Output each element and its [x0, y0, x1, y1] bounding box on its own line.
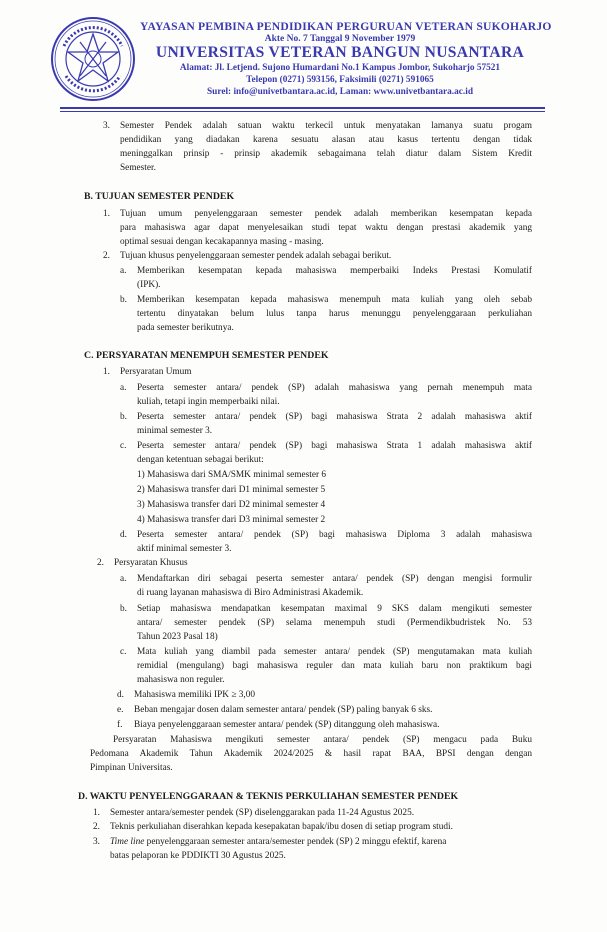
- section-heading-c: C. PERSYARATAN MENEMPUH SEMESTER PENDEK: [84, 350, 329, 361]
- paragraph-line: Semester.: [120, 163, 156, 173]
- subheading: Persyaratan Umum: [120, 367, 192, 377]
- paragraph-line: kuliah, tetapi ingin memperbaiki nilai.: [137, 397, 280, 407]
- paragraph-line: di ruang layanan mahasiswa di Biro Administrasi Akademik.: [137, 588, 364, 598]
- letterhead: [140, 20, 552, 98]
- list-number: 1.: [103, 367, 110, 377]
- list-number: 3.: [93, 837, 100, 847]
- letterhead-rule-thin: [60, 111, 545, 112]
- list-letter: c.: [120, 647, 127, 657]
- list-number: 1.: [103, 209, 110, 219]
- subheading: Persyaratan Khusus: [114, 558, 188, 568]
- list-letter: a.: [120, 266, 127, 276]
- list-letter: a.: [120, 383, 127, 393]
- paragraph-line: Pedomana Akademik Tahun Akademik 2024/2025 & hasil rapat BAA, BPSI dengan dengan: [90, 749, 532, 759]
- paragraph-line: (IPK).: [137, 280, 161, 290]
- list-item: 1) Mahasiswa dari SMA/SMK minimal semester 6: [137, 470, 327, 480]
- list-letter: b.: [120, 412, 127, 422]
- list-number: 1.: [93, 808, 100, 818]
- paragraph-line: remidial (mengulang) bagi mahasiswa reguler dan mata kuliah baru non praktikum bagi: [137, 661, 532, 671]
- paragraph-line: Tujuan umum penyelenggaraan semester pendek adalah memberikan kesempatan kepada: [120, 209, 532, 219]
- contact-line: Surel: info@univetbantara.ac.id, Laman: www.univetbantara.ac.id: [207, 87, 473, 97]
- paragraph-line: Peserta semester antara/ pendek (SP) bagi mahasiswa Strata 2 adalah mahasiswa aktif: [137, 412, 532, 422]
- university-name: UNIVERSITAS VETERAN BANGUN NUSANTARA: [155, 44, 525, 61]
- paragraph-line: Peserta semester antara/ pendek (SP) bagi mahasiswa Strata 1 adalah mahasiswa aktif: [137, 441, 532, 451]
- paragraph-line: minimal semester 3.: [137, 426, 213, 436]
- paragraph-line: optimal sesuai dengan kecakapannya masing - masing.: [120, 237, 324, 247]
- paragraph-line: Peserta semester antara/ pendek (SP) bagi mahasiswa Diploma 3 adalah mahasiswa: [137, 530, 532, 540]
- paragraph-text: penyelenggaraan semester antara/semester pendek (SP) 2 minggu efektif, karena: [144, 837, 447, 847]
- paragraph-line: Teknis perkuliahan diserahkan kepada kesepakatan bapak/ibu dosen di setiap program studi.: [110, 822, 453, 832]
- paragraph-line: Tujuan khusus penyelenggaraan semester pendek adalah sebagai berikut.: [120, 251, 392, 261]
- phone-line: Telepon (0271) 593156, Faksimili (0271) 591065: [246, 75, 434, 85]
- list-number: 2.: [93, 822, 100, 832]
- paragraph-line: Biaya penyelenggaraan semester antara/ pendek (SP) ditanggung oleh mahasiswa.: [134, 720, 440, 730]
- list-letter: d.: [117, 690, 124, 700]
- address-line: Alamat: Jl. Letjend. Sujono Humardani No.1 Kampus Jombor, Sukoharjo 57521: [179, 63, 501, 73]
- university-seal-logo: [50, 16, 136, 102]
- paragraph-line: meninggalkan prinsip - prinsip akademik sebagaimana telah diatur dalam Sistem Kredit: [120, 149, 532, 159]
- letterhead-rule: [60, 107, 545, 109]
- paragraph-line: mahasiswa non reguler.: [137, 675, 225, 685]
- list-item: 3) Mahasiswa transfer dari D2 minimal semester 4: [137, 500, 326, 510]
- list-letter: e.: [117, 705, 124, 715]
- italic-term: Time line: [110, 837, 145, 847]
- paragraph-line: Mata kuliah yang diambil pada semester antara/ pendek (SP) mengutamakan mata kuliah: [137, 647, 532, 657]
- paragraph-line: dengan ketentuan sebagai berikut:: [137, 455, 264, 465]
- paragraph-line: Setiap mahasiswa mendapatkan kesempatan maximal 9 SKS dalam mengikuti semester: [137, 604, 532, 614]
- paragraph-line: Pimpinan Universitas.: [90, 763, 173, 773]
- list-letter: c.: [120, 441, 127, 451]
- list-item: 2) Mahasiswa transfer dari D1 minimal semester 5: [137, 485, 326, 495]
- paragraph-line: Mendaftarkan diri sebagai peserta semester antara/ pendek (SP) dengan mengisi formulir: [137, 574, 532, 584]
- paragraph-line: Semester antara/semester pendek (SP) diselenggarakan pada 11-24 Agustus 2025.: [110, 808, 415, 818]
- paragraph-line: Tahun 2023 Pasal 18): [137, 632, 218, 642]
- paragraph-line: antara/ semester pendek (SP) selama menempuh studi (Permendikbudristek No. 53: [137, 618, 532, 628]
- paragraph-line: Persyaratan Mahasiswa mengikuti semester antara/ pendek (SP) mengacu pada Buku: [113, 735, 532, 745]
- paragraph-line: Peserta semester antara/ pendek (SP) adalah mahasiswa yang pernah menempuh mata: [137, 383, 532, 393]
- list-item: 4) Mahasiswa transfer dari D3 minimal semester 2: [137, 515, 326, 525]
- list-number: 2.: [103, 251, 110, 261]
- list-letter: b.: [120, 604, 127, 614]
- paragraph-line: pada semester berikutnya.: [137, 323, 234, 333]
- paragraph-line: Mahasiswa memiliki IPK ≥ 3,00: [134, 690, 256, 700]
- list-letter: a.: [120, 574, 127, 584]
- list-letter: d.: [120, 530, 127, 540]
- list-letter: b.: [120, 295, 127, 305]
- list-letter: f.: [117, 720, 123, 730]
- paragraph-line: aktif minimal semester 3.: [137, 544, 232, 554]
- section-heading-d: D. WAKTU PENYELENGGARAAN & TEKNIS PERKULIAHAN SEMESTER PENDEK: [78, 791, 459, 802]
- list-number: 3.: [103, 121, 110, 131]
- paragraph-line: Beban mengajar dosen dalam semester antara/ pendek (SP) paling banyak 6 sks.: [134, 705, 433, 715]
- paragraph-line: [110, 835, 446, 849]
- deed-line: Akte No. 7 Tanggal 9 November 1979: [264, 34, 416, 44]
- paragraph-line: Memberikan kesempatan kepada mahasiswa memperbaiki Indeks Prestasi Komulatif: [137, 266, 532, 276]
- section-heading-b: B. TUJUAN SEMESTER PENDEK: [84, 191, 235, 202]
- foundation-name: YAYASAN PEMBINA PENDIDIKAN PERGURUAN VETERAN SUKOHARJO: [140, 20, 552, 33]
- paragraph-line: para mahasiswa agar dapat menyelesaikan studi tepat waktu dengan prestasi akademik yang: [120, 223, 532, 233]
- paragraph-line: Semester Pendek adalah satuan waktu terkecil untuk menyatakan lamanya suatu progam: [120, 121, 532, 131]
- paragraph-line: batas pelaporan ke PDDIKTI 30 Agustus 2025.: [110, 851, 286, 861]
- list-number: 2.: [97, 558, 104, 568]
- paragraph-line: pendidikan yang diadakan karena sesuatu alasan atau kasus tertentu dengan tidak: [120, 135, 532, 145]
- paragraph-line: Memberikan kesempatan kepada mahasiswa menempuh mata kuliah yang oleh sebab: [137, 295, 532, 305]
- paragraph-line: tertentu dinyatakan belum lulus tanpa harus menunggu penyelenggaraan perkuliahan: [137, 309, 532, 319]
